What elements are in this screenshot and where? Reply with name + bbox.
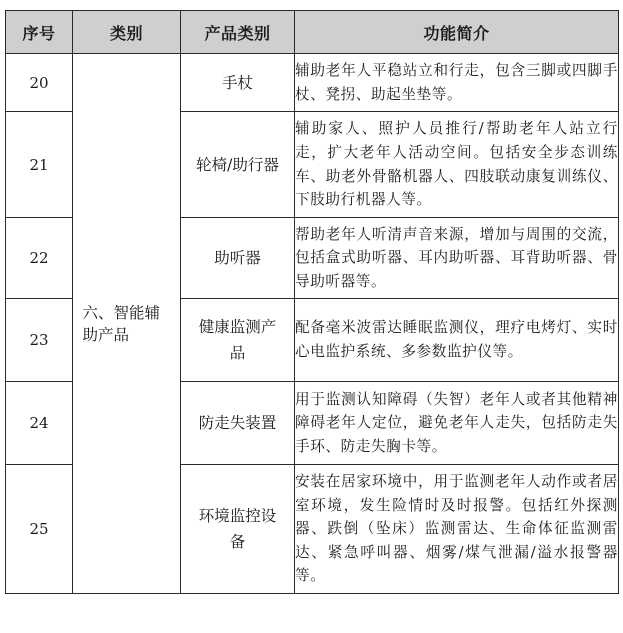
row-description: 配备毫米波雷达睡眠监测仪，理疗电烤灯、实时心电监护系统、多参数监护仪等。 <box>295 299 619 382</box>
row-product-type-label: 环境监控设备 <box>198 507 277 551</box>
row-product-type: 轮椅/助行器 <box>181 112 295 218</box>
header-category: 类别 <box>73 11 181 54</box>
product-catalog-table <box>5 10 619 594</box>
table-header-row <box>6 11 619 54</box>
row-description: 帮助老年人听清声音来源，增加与周围的交流，包括盒式助听器、耳内助听器、耳背助听器、骨导助听器等。 <box>295 218 619 299</box>
row-description: 安装在居家环境中，用于监测老年人动作或者居室环境，发生险情时及时报警。包括红外探测器、跌倒（坠床）监测雷达、生命体征监测雷达、紧急呼叫器、烟雾/煤气泄漏/溢水报警器等。 <box>295 465 619 594</box>
row-product-type: 手杖 <box>181 54 295 112</box>
row-product-type: 助听器 <box>181 218 295 299</box>
row-product-type: 防走失装置 <box>181 382 295 465</box>
header-serial-number: 序号 <box>6 11 73 54</box>
row-description: 辅助老年人平稳站立和行走，包含三脚或四脚手杖、凳拐、助起坐垫等。 <box>295 54 619 112</box>
row-product-type-label: 健康监测产品 <box>198 318 277 362</box>
header-description: 功能简介 <box>295 11 619 54</box>
row-description: 辅助家人、照护人员推行/帮助老年人站立行走，扩大老年人活动空间。包括安全步态训练车、助老外骨骼机器人、四肢联动康复训练仪、下肢助行机器人等。 <box>295 112 619 218</box>
row-serial-number: 25 <box>6 465 73 594</box>
row-description: 用于监测认知障碍（失智）老年人或者其他精神障碍老年人定位，避免老年人走失，包括防走失手环、防走失胸卡等。 <box>295 382 619 465</box>
category-label: 六、智能辅助产品 <box>82 303 161 344</box>
table-row <box>6 54 619 112</box>
row-serial-number: 22 <box>6 218 73 299</box>
row-serial-number: 20 <box>6 54 73 112</box>
header-product-type: 产品类别 <box>181 11 295 54</box>
row-serial-number: 23 <box>6 299 73 382</box>
row-serial-number: 24 <box>6 382 73 465</box>
row-serial-number: 21 <box>6 112 73 218</box>
row-product-type <box>181 465 295 594</box>
category-cell <box>73 54 181 594</box>
row-product-type <box>181 299 295 382</box>
